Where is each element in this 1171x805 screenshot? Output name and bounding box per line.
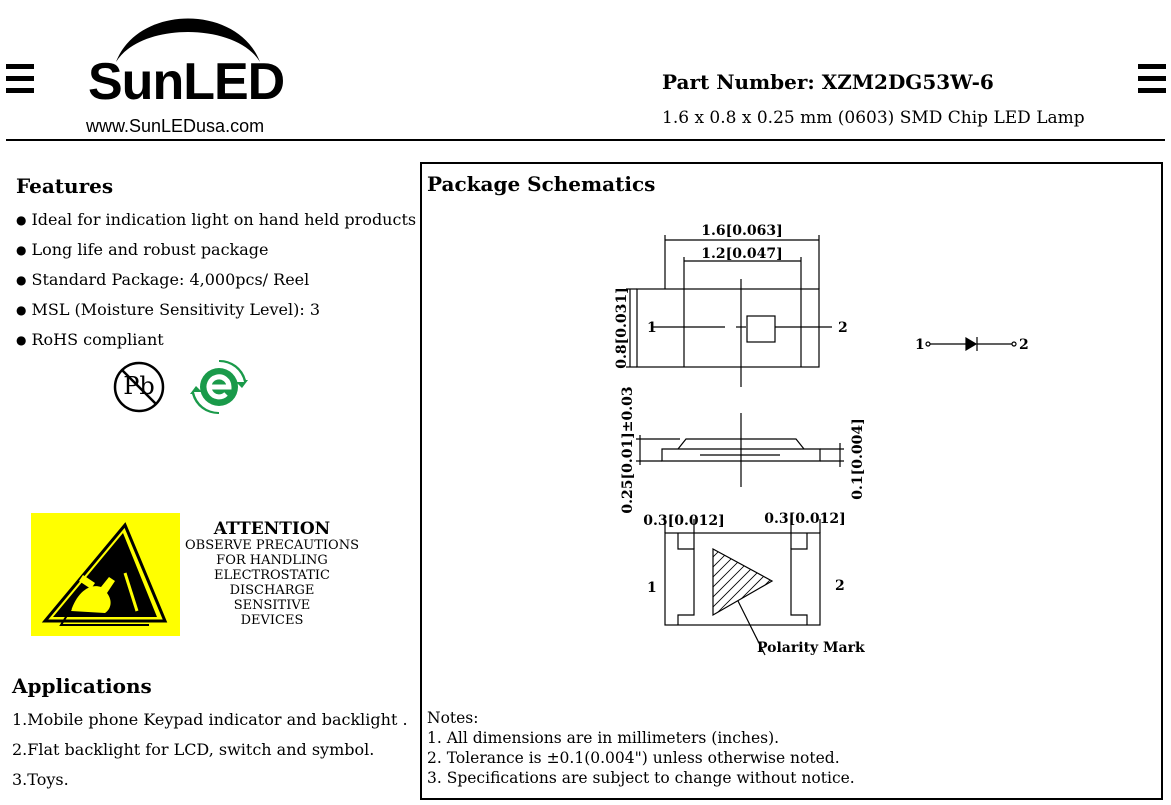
features-title: Features xyxy=(16,174,114,198)
brand-logo: SunLED xyxy=(88,53,285,111)
feature-item: ● RoHS compliant xyxy=(16,330,416,360)
polarity-mark-label: Polarity Mark xyxy=(757,640,865,656)
pb-symbol-text: Pb xyxy=(123,372,155,400)
note-item: 3. Specifications are subject to change without notice. xyxy=(427,769,855,787)
top-pin2-label: 2 xyxy=(838,320,848,336)
feature-item: ● MSL (Moisture Sensitivity Level): 3 xyxy=(16,300,416,330)
attention-notice xyxy=(182,520,362,628)
right-bars-decoration xyxy=(1138,64,1166,100)
pb-free-icon xyxy=(112,360,166,414)
features-list xyxy=(16,210,416,360)
applications-list xyxy=(12,710,408,800)
notes-title: Notes: xyxy=(427,709,479,727)
esd-warning-icon xyxy=(31,513,180,636)
diode-symbol-icon xyxy=(912,332,1038,356)
feature-item: ● Standard Package: 4,000pcs/ Reel xyxy=(16,270,416,300)
feature-item: ● Ideal for indication light on hand held products xyxy=(16,210,416,240)
bottom-pin2-label: 2 xyxy=(835,578,845,594)
dim-overall-length: 1.6[0.063] xyxy=(701,223,783,239)
application-item: 1.Mobile phone Keypad indicator and backlight . xyxy=(12,710,408,729)
header-divider xyxy=(6,139,1165,141)
diode-pin2-label: 2 xyxy=(1019,337,1029,353)
application-item: 3.Toys. xyxy=(12,770,69,789)
feature-item: ● Long life and robust package xyxy=(16,240,416,270)
package-drawing xyxy=(600,215,880,665)
brand-url: www.SunLEDusa.com xyxy=(86,116,265,136)
notes-section xyxy=(427,708,855,788)
part-number: Part Number: XZM2DG53W-6 xyxy=(662,70,994,94)
attention-line: FOR HANDLING xyxy=(216,553,328,568)
dim-width: 0.8[0.031] xyxy=(614,287,630,369)
note-item: 1. All dimensions are in millimeters (inches). xyxy=(427,729,780,747)
attention-line: DEVICES xyxy=(240,613,304,628)
applications-title: Applications xyxy=(12,674,152,698)
attention-line: DISCHARGE xyxy=(229,583,315,598)
rohs-e-icon xyxy=(188,358,250,416)
attention-line: ELECTROSTATIC xyxy=(214,568,330,583)
diode-pin1-label: 1 xyxy=(915,337,925,353)
attention-title: ATTENTION xyxy=(213,519,331,539)
attention-line: SENSITIVE xyxy=(233,598,311,613)
dim-inner-length: 1.2[0.047] xyxy=(701,246,783,262)
dim-pad-right: 0.3[0.012] xyxy=(764,511,846,527)
top-pin1-label: 1 xyxy=(647,320,657,336)
dim-pad-left: 0.3[0.012] xyxy=(643,513,725,529)
part-description: 1.6 x 0.8 x 0.25 mm (0603) SMD Chip LED Lamp xyxy=(662,108,1085,128)
bottom-pin1-label: 1 xyxy=(647,580,657,596)
attention-line: OBSERVE PRECAUTIONS xyxy=(184,538,359,553)
left-bars-decoration xyxy=(6,64,34,100)
dim-height: 0.25[0.01]±0.03 xyxy=(620,386,636,514)
dim-base: 0.1[0.004] xyxy=(850,418,866,500)
package-title: Package Schematics xyxy=(427,172,656,196)
application-item: 2.Flat backlight for LCD, switch and symbol. xyxy=(12,740,375,759)
note-item: 2. Tolerance is ±0.1(0.004") unless otherwise noted. xyxy=(427,749,840,767)
